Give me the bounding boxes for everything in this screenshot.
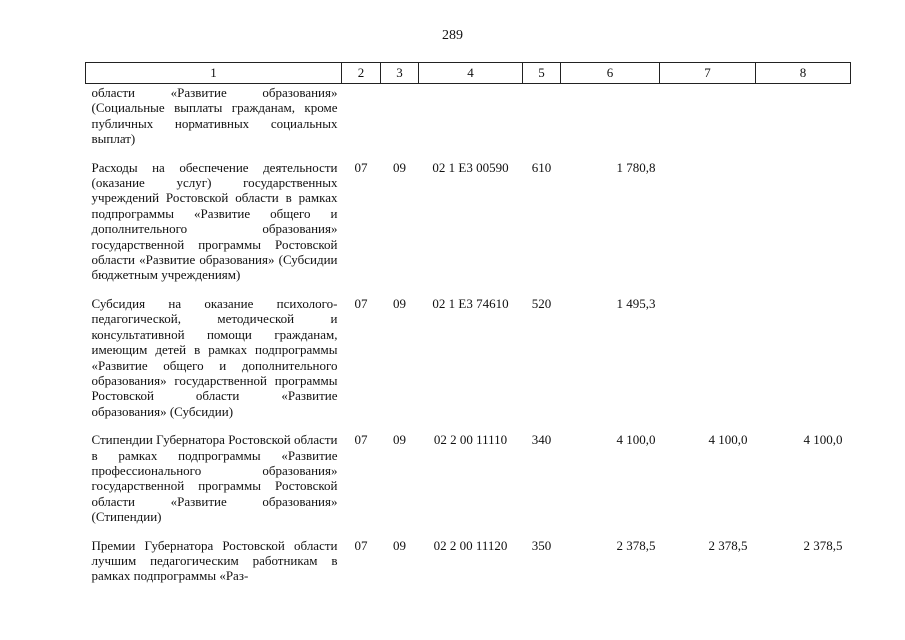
- table-header: [86, 63, 851, 84]
- row-amount-1: 1 780,8: [616, 159, 656, 175]
- row-subsection: 09: [393, 159, 406, 175]
- row-target-code: 02 2 00 11110: [433, 432, 508, 448]
- row-amount-3: 4 100,0: [803, 432, 843, 448]
- row-description: Стипендии Губернатора Ростовской области в рамках подпрограммы «Развитие профессионального образования» государственной программы Ростовской области «Развитие образования» (Стипендии): [91, 432, 338, 525]
- row-target-code: 02 1 E3 74610: [432, 295, 509, 311]
- header-col-3: 3: [381, 63, 419, 84]
- row-section: 07: [354, 432, 368, 448]
- header-col-2: 2: [342, 63, 381, 84]
- row-description: Субсидия на оказание психолого-педагогической, методической и консультативной помощи гражданам, имеющим детей в рамках подпрограммы «Развитие общего и дополнительного образования» государственной программы Ростовской области «Развитие образования» (Субсидии): [91, 295, 338, 419]
- table-row: [86, 84, 851, 160]
- row-description: области «Развитие образования» (Социальные выплаты гражданам, кроме публичных нормативных социальных выплат): [91, 85, 338, 147]
- row-amount-1: [561, 84, 660, 160]
- row-expense-type: 610: [531, 159, 552, 175]
- row-description: Расходы на обеспечение деятельности (оказание услуг) государственных учреждений Ростовской области в рамках подпрограммы «Развитие общего и дополнительного образования» государственной программы Ростовской области «Развитие образования» (Субсидии бюджетным учреждениям): [91, 159, 338, 283]
- row-expense-type: 520: [531, 295, 552, 311]
- row-subsection: 09: [393, 432, 406, 448]
- row-section: 07: [354, 159, 368, 175]
- header-col-1: 1: [86, 63, 342, 84]
- row-amount-2: [660, 296, 756, 432]
- row-section: 07: [354, 537, 368, 553]
- row-target-code: 02 2 00 11120: [433, 537, 508, 553]
- row-expense-type: 340: [531, 432, 552, 448]
- header-col-6: 6: [561, 63, 660, 84]
- header-col-5: 5: [523, 63, 561, 84]
- table-row: [86, 432, 851, 537]
- row-amount-3: [756, 296, 851, 432]
- row-amount-1: 1 495,3: [616, 295, 656, 311]
- row-subsection: 09: [393, 295, 406, 311]
- row-subsection: [381, 84, 419, 160]
- header-row: [86, 63, 851, 84]
- row-subsection: 09: [393, 537, 406, 553]
- page-number: 289: [442, 28, 463, 43]
- table-row: [86, 538, 851, 597]
- row-amount-2: [660, 84, 756, 160]
- table-row: [86, 160, 851, 296]
- row-target-code: [419, 84, 523, 160]
- row-amount-3: [756, 84, 851, 160]
- header-col-8: 8: [756, 63, 851, 84]
- row-target-code: 02 1 E3 00590: [432, 159, 509, 175]
- row-amount-2: 4 100,0: [708, 432, 748, 448]
- header-col-7: 7: [660, 63, 756, 84]
- row-section: 07: [354, 295, 368, 311]
- row-amount-1: 4 100,0: [616, 432, 656, 448]
- row-amount-2: 2 378,5: [708, 537, 748, 553]
- row-description: Премии Губернатора Ростовской области лучшим педагогическим работникам в рамках подпрограммы «Раз-: [91, 537, 338, 584]
- row-amount-3: [756, 160, 851, 296]
- row-expense-type: 350: [531, 537, 552, 553]
- row-amount-1: 2 378,5: [616, 537, 656, 553]
- row-section: [342, 84, 381, 160]
- row-amount-3: 2 378,5: [803, 537, 843, 553]
- budget-table: [85, 62, 851, 597]
- header-col-4: 4: [419, 63, 523, 84]
- table-row: [86, 296, 851, 432]
- table-body: [86, 84, 851, 597]
- row-expense-type: [523, 84, 561, 160]
- row-amount-2: [660, 160, 756, 296]
